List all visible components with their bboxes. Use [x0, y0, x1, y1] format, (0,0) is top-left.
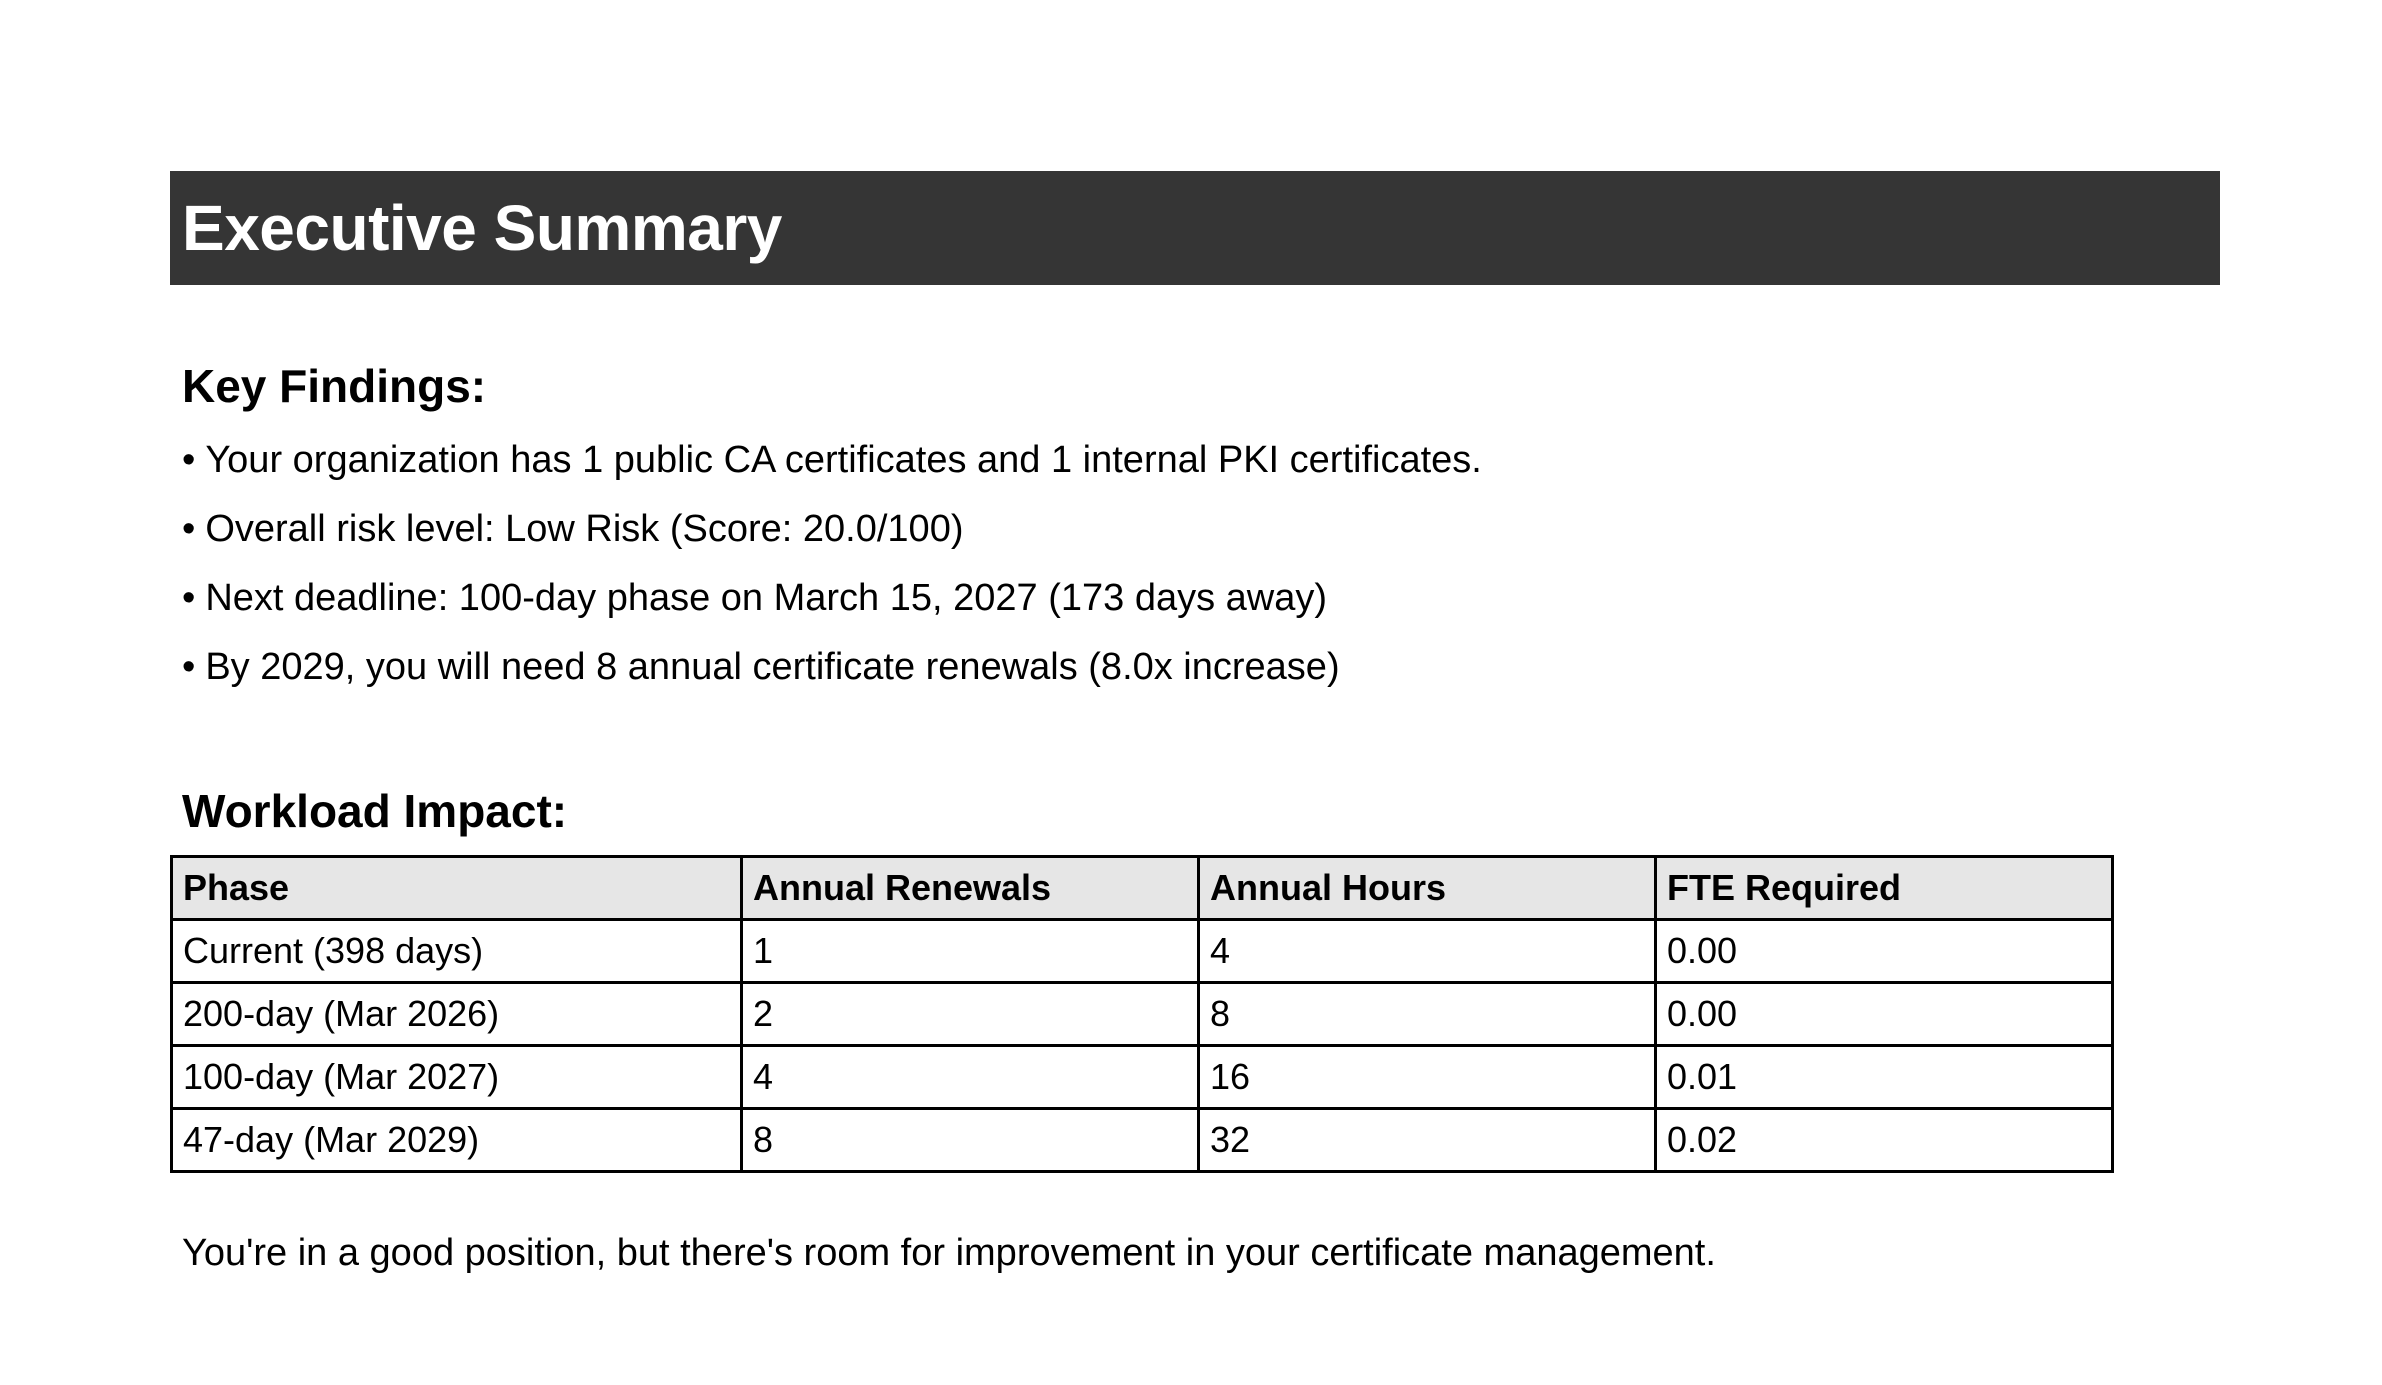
- table-cell: 2: [742, 983, 1199, 1046]
- table-row: [172, 1109, 2113, 1172]
- workload-table: [170, 855, 2114, 1173]
- column-header-phase: Phase: [172, 857, 742, 920]
- table-cell: 200-day (Mar 2026): [172, 983, 742, 1046]
- table-cell: 32: [1199, 1109, 1656, 1172]
- finding-text: Overall risk level: Low Risk (Score: 20.0/100): [205, 508, 964, 550]
- table-cell: 0.02: [1656, 1109, 2113, 1172]
- page-title: Executive Summary: [182, 192, 782, 264]
- bullet-icon: •: [182, 646, 196, 688]
- key-findings-heading: Key Findings:: [182, 360, 487, 412]
- table-cell: 8: [742, 1109, 1199, 1172]
- bullet-icon: •: [182, 439, 196, 481]
- table-cell: 1: [742, 920, 1199, 983]
- table-cell: 8: [1199, 983, 1656, 1046]
- key-findings-list: [170, 426, 2220, 702]
- table-row: [172, 920, 2113, 983]
- table-cell: 4: [742, 1046, 1199, 1109]
- finding-item: [182, 426, 2220, 495]
- closing-statement: You're in a good position, but there's room for improvement in your certificate management.: [182, 1232, 1716, 1274]
- column-header-annual-renewals: Annual Renewals: [742, 857, 1199, 920]
- table-header-row: [172, 857, 2113, 920]
- bullet-icon: •: [182, 577, 196, 619]
- title-bar: [170, 171, 2220, 285]
- table-cell: 16: [1199, 1046, 1656, 1109]
- table-cell: 100-day (Mar 2027): [172, 1046, 742, 1109]
- finding-item: [182, 633, 2220, 702]
- table-row: [172, 1046, 2113, 1109]
- finding-text: Next deadline: 100-day phase on March 15, 2027 (173 days away): [205, 577, 1328, 619]
- finding-item: [182, 564, 2220, 633]
- column-header-annual-hours: Annual Hours: [1199, 857, 1656, 920]
- column-header-fte-required: FTE Required: [1656, 857, 2113, 920]
- report-page: [170, 171, 2220, 1278]
- table-cell: Current (398 days): [172, 920, 742, 983]
- table-cell: 4: [1199, 920, 1656, 983]
- table-cell: 0.00: [1656, 920, 2113, 983]
- bullet-icon: •: [182, 508, 196, 550]
- table-row: [172, 983, 2113, 1046]
- workload-impact-heading: Workload Impact:: [182, 785, 568, 837]
- finding-text: Your organization has 1 public CA certificates and 1 internal PKI certificates.: [205, 439, 1482, 481]
- table-cell: 47-day (Mar 2029): [172, 1109, 742, 1172]
- table-cell: 0.00: [1656, 983, 2113, 1046]
- finding-text: By 2029, you will need 8 annual certificate renewals (8.0x increase): [205, 646, 1340, 688]
- table-cell: 0.01: [1656, 1046, 2113, 1109]
- finding-item: [182, 495, 2220, 564]
